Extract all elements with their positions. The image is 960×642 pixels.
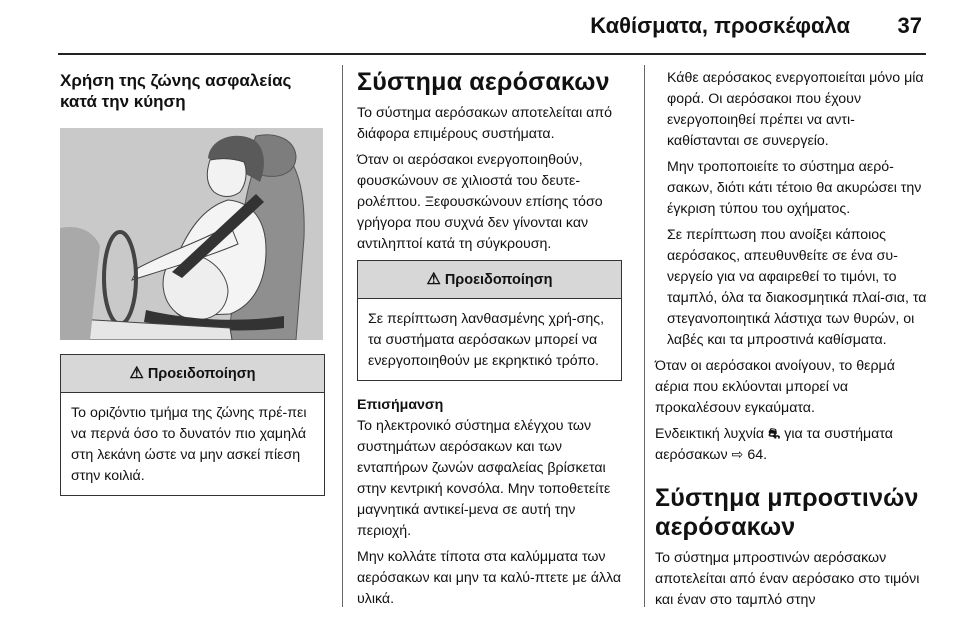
header-rule	[58, 53, 926, 55]
pregnancy-seatbelt-heading: Χρήση της ζώνης ασφαλείας κατά την κύηση	[60, 71, 292, 111]
column-3	[655, 68, 927, 616]
indented-paragraph: Κάθε αερόσακος ενεργοποιείται μόνο μία φορά. Οι αερόσακοι που έχουν ενεργοποιηθεί πρέπει να αντι-καθίστανται σε συνεργείο.	[667, 70, 924, 149]
warning-triangle-icon: ⚠	[426, 271, 441, 288]
column-1	[60, 68, 325, 496]
page-reference-link[interactable]: 64.	[747, 447, 768, 463]
lamp-text-after: για τα συστήματα αερόσακων	[655, 426, 893, 463]
page-reference-arrow-icon: ⇨	[731, 447, 744, 463]
warning-body	[61, 393, 324, 495]
paragraph: Το σύστημα αερόσακων αποτελείται από διάφορα επιμέρους συστήματα.	[357, 105, 613, 142]
indented-paragraph: Μην τροποποιείτε το σύστημα αερό-σακων, διότι κάτι τέτοιο θα ακυρώσει την έγκριση τύπου του οχήματος.	[667, 159, 922, 217]
warning-box	[60, 354, 325, 496]
important-note-label: Επισήμανση	[357, 397, 444, 413]
lamp-text-before: Ενδεικτική λυχνία	[655, 426, 765, 442]
section-title: Καθίσματα, προσκέφαλα	[590, 13, 850, 38]
airbag-warning-lamp-icon: ⛐	[768, 426, 781, 442]
paragraph: Όταν οι αερόσακοι ενεργοποιηθούν, φουσκώνουν σε χιλιοστά του δευτε-ρολέπτου. Ξεφουσκώνουν επίσης τόσο γρήγορα που συχνά δεν γίνονται καν αντιληπτοί κατά τη σύγκρουση.	[357, 152, 603, 252]
lamp-reference-paragraph	[655, 424, 927, 466]
important-note-text: Το ηλεκτρονικό σύστημα ελέγχου των συστημάτων αερόσακων και των ενταπήρων ζωνών ασφαλείας βρίσκεται στην κεντρική κονσόλα. Μην τοποθετείτε μαγνητικά αντικεί-μενα σε αυτή την περιοχή.	[357, 418, 611, 539]
paragraph: Μην κολλάτε τίποτα στα καλύμματα των αερόσακων και μην τα καλύ-πτετε με άλλα υλικά.	[357, 549, 622, 607]
warning-box	[357, 260, 622, 381]
warning-triangle-icon: ⚠	[129, 365, 144, 382]
paragraph: Όταν οι αερόσακοι ανοίγουν, το θερμά αέρια που εκλύονται μπορεί να προκαλέσουν εγκαύματα.	[655, 358, 895, 416]
warning-header	[61, 355, 324, 393]
column-divider	[644, 65, 645, 607]
seated-pregnant-woman-icon	[60, 128, 323, 340]
warning-body	[358, 299, 621, 380]
indented-paragraph: Σε περίπτωση που ανοίξει κάποιος αερόσακος, απευθυνθείτε σε ένα συ-νεργείο για να αφαιρεθεί το τιμόνι, το ταμπλό, όλα τα διακοσμητικά πλαί-σια, τα στεγανοποιητικά λάστιχα των θυρών, οι λαβές και τα μπροστινά καθίσματα.	[667, 227, 927, 348]
front-airbag-heading: Σύστημα μπροστινών αερόσακων	[655, 484, 919, 541]
warning-header	[358, 261, 621, 299]
page-number: 37	[897, 13, 922, 38]
indented-list	[655, 68, 927, 351]
warning-title: Προειδοποίηση	[444, 272, 553, 288]
warning-text: Το οριζόντιο τμήμα της ζώνης πρέ-πει να περνά όσο το δυνατόν πιο χαμηλά στη λεκάνη ώστε να μην ασκεί πίεση στην κοιλιά.	[71, 405, 307, 484]
airbag-system-heading: Σύστημα αερόσακων	[357, 68, 610, 96]
warning-text: Σε περίπτωση λανθασμένης χρή-σης, τα συστήματα αερόσακων μπορεί να ενεργοποιηθούν με εκρηκτικό τρόπο.	[368, 311, 605, 369]
column-divider	[342, 65, 343, 607]
paragraph: Το σύστημα μπροστινών αερόσακων αποτελείται από έναν αερόσακο στο τιμόνι και έναν στο ταμπλό στην	[655, 550, 920, 608]
pregnant-woman-seatbelt-illustration	[60, 128, 323, 340]
column-2	[357, 68, 622, 615]
warning-title: Προειδοποίηση	[147, 366, 256, 382]
